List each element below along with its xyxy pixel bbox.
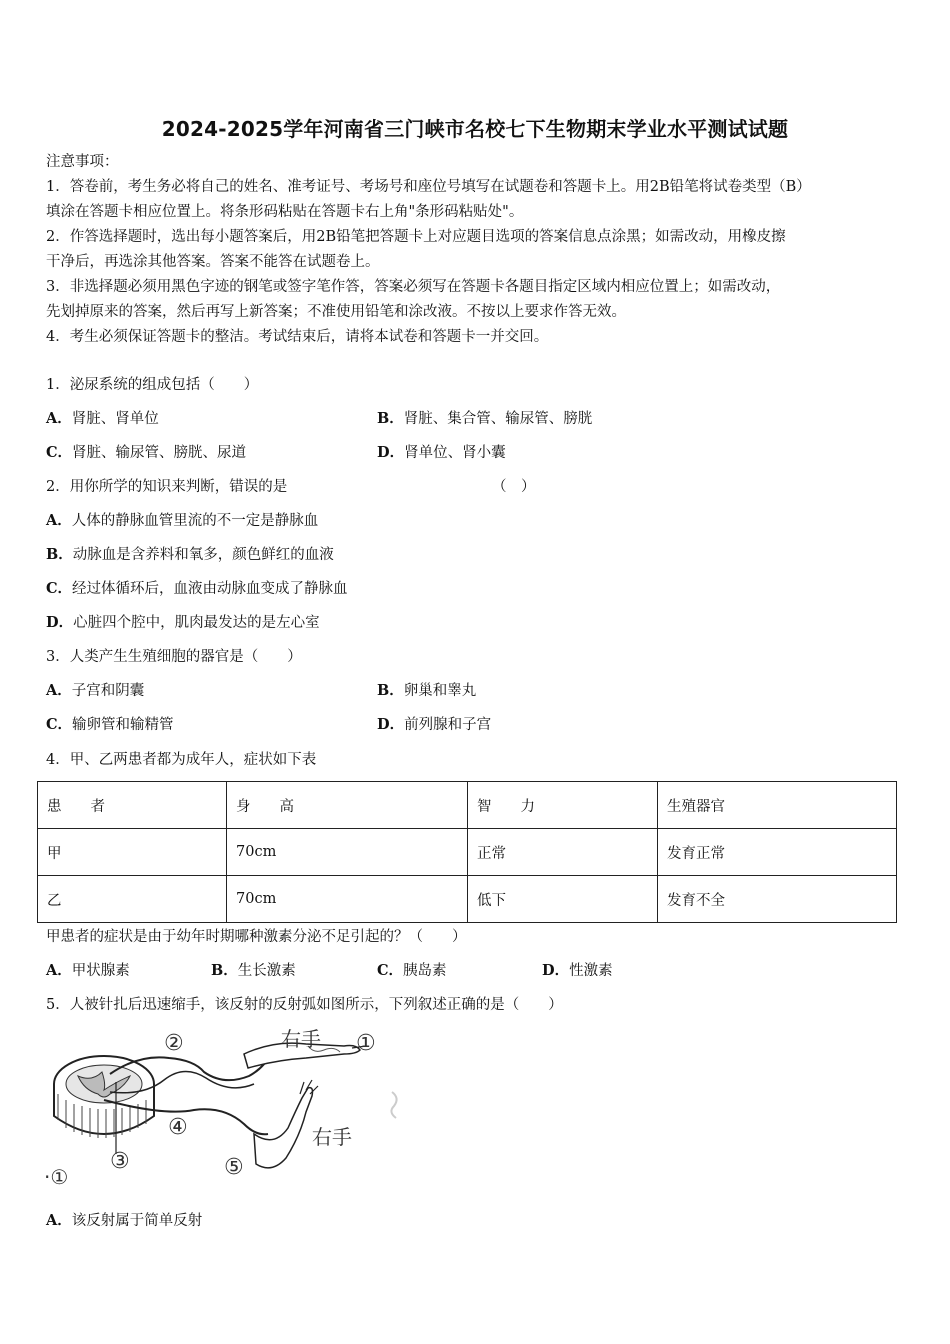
notice-line: 干净后，再选涂其他答案。答案不能答在试题卷上。	[46, 254, 380, 270]
q2-option-c: C．经过体循环后，血液由动脉血变成了静脉血	[46, 580, 348, 597]
table-cell: 发育正常	[658, 829, 897, 876]
q1-option-b: B．肾脏、集合管、输尿管、膀胱	[377, 410, 593, 427]
notice-line: 3．非选择题必须用黑色字迹的钢笔或签字笔作答，答案必须写在答题卡各题目指定区域内相应位置上；如需改动，	[46, 279, 781, 295]
table-header-row	[38, 782, 897, 829]
question-2-stem: 2．用你所学的知识来判断，错误的是	[46, 479, 288, 495]
q4-option-a: A．甲状腺素	[46, 962, 130, 979]
question-5-stem: 5．人被针扎后迅速缩手，该反射的反射弧如图所示，下列叙述正确的是（ ）	[46, 997, 563, 1013]
q3-option-d: D．前列腺和子宫	[377, 716, 492, 733]
notice-line: 先划掉原来的答案，然后再写上新答案；不准使用铅笔和涂改液。不按以上要求作答无效。	[46, 304, 626, 320]
table-cell: 正常	[468, 829, 658, 876]
q2-option-a: A．人体的静脉血管里流的不一定是静脉血	[46, 512, 319, 529]
table-header-cell: 智 力	[468, 782, 658, 829]
q2-option-b: B．动脉血是含养料和氧多，颜色鲜红的血液	[46, 546, 334, 563]
marker-5: ⑤	[224, 1155, 244, 1180]
q4-option-c: C．胰岛素	[377, 962, 447, 979]
reflex-arc-figure	[44, 1024, 424, 1199]
label-right-hand-top: 右手	[281, 1027, 321, 1051]
faint-mark	[391, 1092, 396, 1118]
table-header-cell: 身 高	[227, 782, 468, 829]
table-cell: 甲	[38, 829, 227, 876]
table-header-cell: 生殖器官	[658, 782, 897, 829]
symptoms-table	[37, 781, 897, 923]
marker-1: ①	[356, 1031, 376, 1056]
table-cell: 低下	[468, 876, 658, 923]
marker-corner: ·①	[44, 1165, 69, 1189]
marker-4: ④	[168, 1115, 188, 1140]
notice-line: 2．作答选择题时，选出每小题答案后，用2B铅笔把答题卡上对应题目选项的答案信息点涂黑；如需改动，用橡皮擦	[46, 229, 786, 245]
question-4-stem: 4．甲、乙两患者都为成年人，症状如下表	[46, 752, 317, 768]
notice-line: 1．答卷前，考生务必将自己的姓名、准考证号、考场号和座位号填写在试题卷和答题卡上。用2B铅笔将试卷类型（B）	[46, 179, 811, 195]
q4-option-b: B．生长激素	[211, 962, 296, 979]
q1-option-d: D．肾单位、肾小囊	[377, 444, 506, 461]
marker-3: ③	[110, 1149, 130, 1174]
table-cell: 70cm	[227, 829, 468, 876]
table-row	[38, 876, 897, 923]
q4-option-d: D．性激素	[542, 962, 613, 979]
question-4-question: 甲患者的症状是由于幼年时期哪种激素分泌不足引起的？（ ）	[46, 929, 467, 945]
lower-arm	[254, 1088, 313, 1168]
spinal-cord-section	[54, 1056, 154, 1138]
question-2-bracket: （ ）	[492, 479, 536, 495]
notice-line: 填涂在答题卡相应位置上。将条形码粘贴在答题卡右上角"条形码粘贴处"。	[46, 204, 524, 220]
notice-line: 4．考生必须保证答题卡的整洁。考试结束后，请将本试卷和答题卡一并交回。	[46, 329, 549, 345]
table-row	[38, 829, 897, 876]
q1-option-c: C．肾脏、输尿管、膀胱、尿道	[46, 444, 247, 461]
q1-option-a: A．肾脏、肾单位	[46, 410, 159, 427]
q2-option-d: D．心脏四个腔中，肌肉最发达的是左心室	[46, 614, 320, 631]
notice-heading: 注意事项：	[46, 154, 119, 170]
table-cell: 乙	[38, 876, 227, 923]
label-right-hand-bottom: 右手	[312, 1125, 352, 1149]
marker-2: ②	[164, 1031, 184, 1056]
table-cell: 发育不全	[658, 876, 897, 923]
table-cell: 70cm	[227, 876, 468, 923]
q3-option-c: C．输卵管和输精管	[46, 716, 174, 733]
q5-option-a: A．该反射属于简单反射	[46, 1212, 203, 1229]
page-title: 2024-2025学年河南省三门峡市名校七下生物期末学业水平测试试题	[161, 117, 789, 141]
table-header-cell: 患 者	[38, 782, 227, 829]
q3-option-b: B．卵巢和睾丸	[377, 682, 477, 699]
question-1-stem: 1．泌尿系统的组成包括（ ）	[46, 377, 259, 393]
q3-option-a: A．子宫和阴囊	[46, 682, 145, 699]
question-3-stem: 3．人类产生生殖细胞的器官是（ ）	[46, 649, 302, 665]
